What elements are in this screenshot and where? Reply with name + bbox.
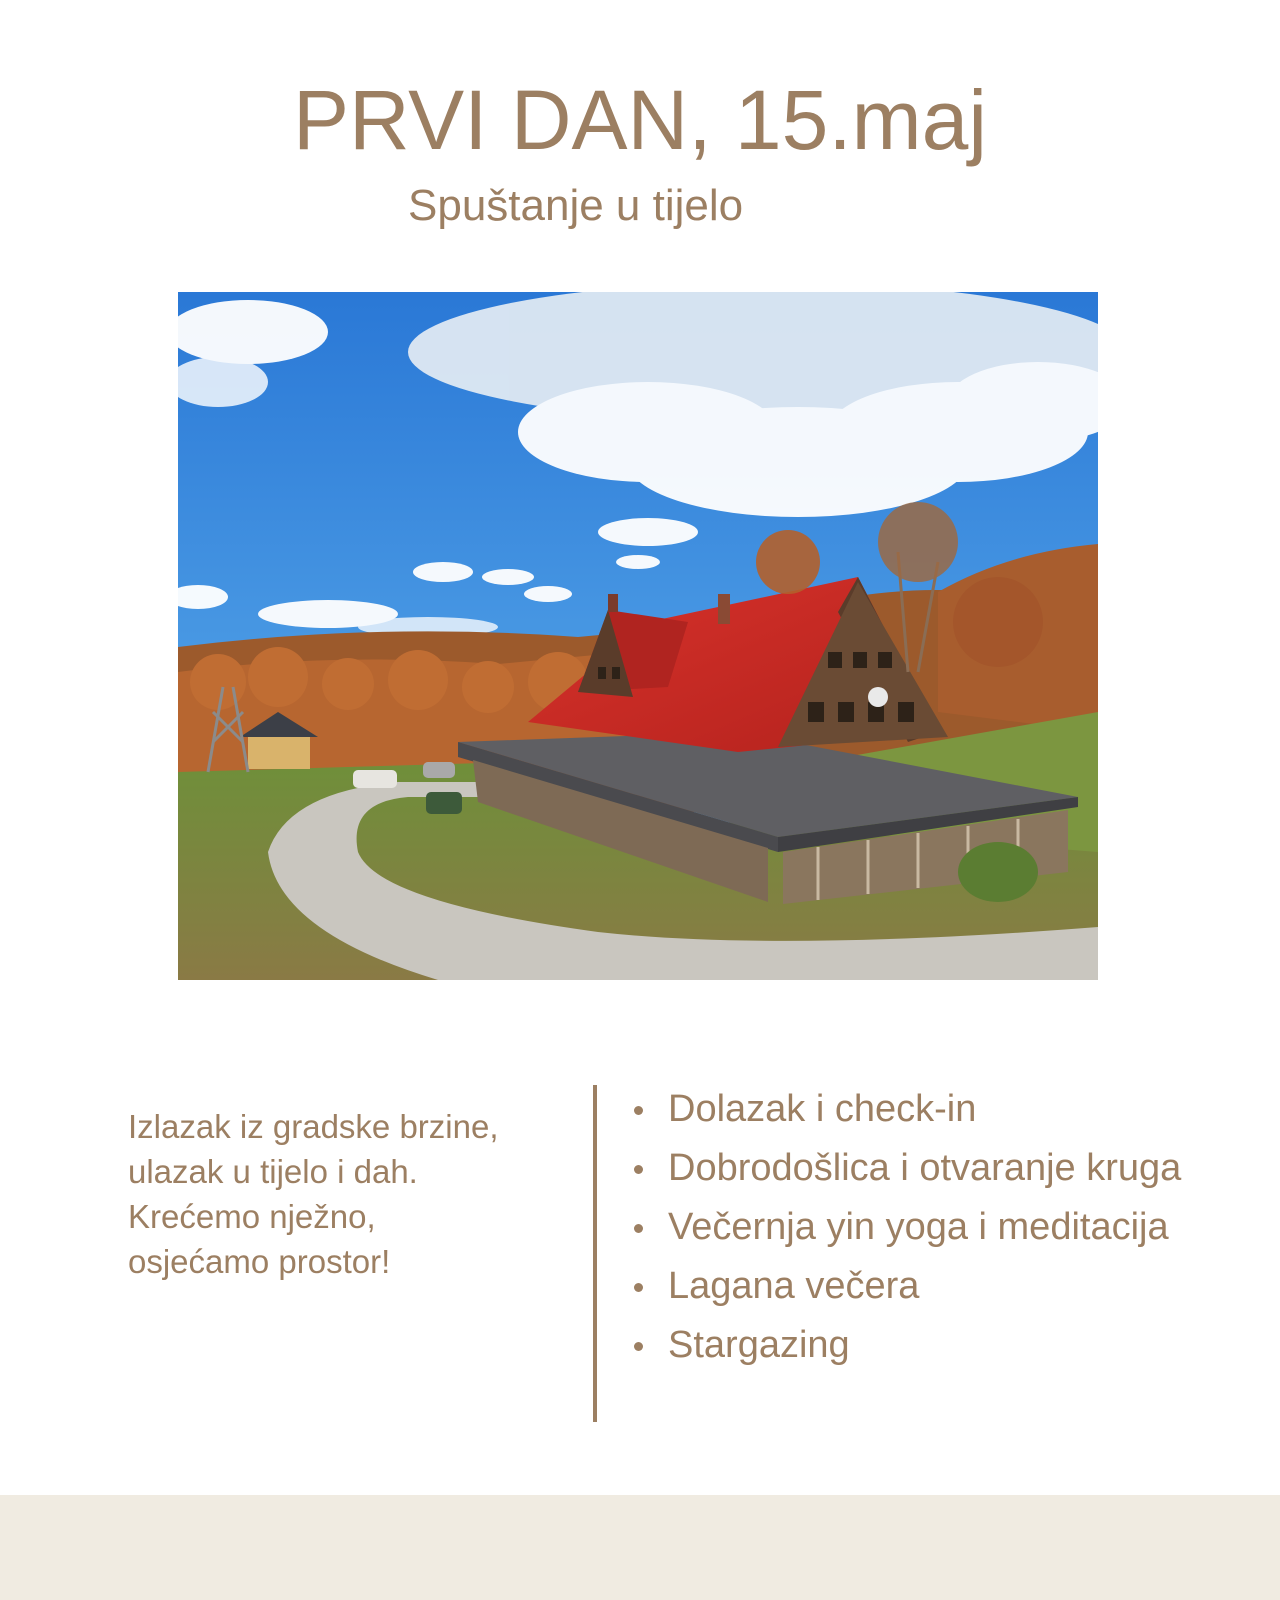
page-subtitle: Spuštanje u tijelo <box>408 181 744 230</box>
bullet-icon <box>634 1342 643 1351</box>
bullet-icon <box>634 1165 643 1174</box>
intro-text <box>128 1104 568 1284</box>
agenda-item-label: Stargazing <box>668 1324 850 1366</box>
bullet-icon <box>634 1224 643 1233</box>
agenda-item <box>630 1316 1181 1375</box>
agenda-item-label: Lagana večera <box>668 1265 920 1307</box>
agenda-item <box>630 1139 1181 1198</box>
bullet-icon <box>634 1106 643 1115</box>
vertical-divider <box>593 1085 597 1422</box>
agenda-list <box>630 1080 1181 1375</box>
agenda-item-label: Večernja yin yoga i meditacija <box>668 1206 1169 1248</box>
footer-band <box>0 1495 1280 1600</box>
intro-line: Izlazak iz gradske brzine, <box>128 1108 499 1145</box>
agenda-item-label: Dolazak i check-in <box>668 1088 977 1130</box>
intro-line: ulazak u tijelo i dah. <box>128 1153 418 1190</box>
lodge-photo <box>178 292 1098 980</box>
agenda-item-label: Dobrodošlica i otvaranje kruga <box>668 1147 1182 1189</box>
agenda-item <box>630 1080 1181 1139</box>
intro-line: Krećemo nježno, <box>128 1198 376 1235</box>
intro-line: osjećamo prostor! <box>128 1243 391 1280</box>
agenda-item <box>630 1257 1181 1316</box>
agenda-item <box>630 1198 1181 1257</box>
page-title: PRVI DAN, 15.maj <box>292 73 988 167</box>
bullet-icon <box>634 1283 643 1292</box>
